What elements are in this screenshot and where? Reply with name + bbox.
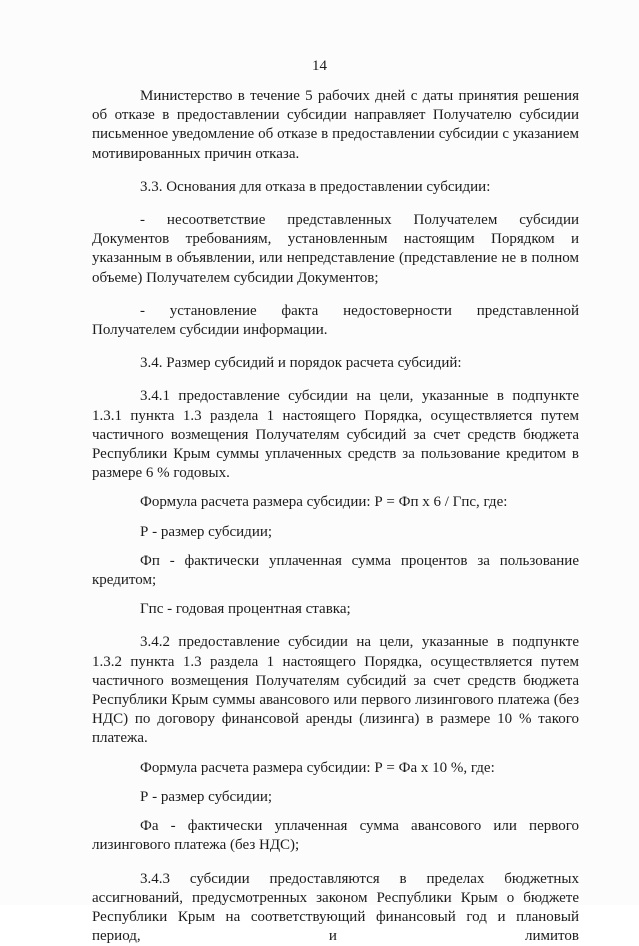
paragraph-3-4-2: 3.4.2 предоставление субсидии на цели, указанные в подпункте 1.3.2 пункта 1.3 раздела 1 настоящего Порядка, осуществляется путем частичного возмещения Получателям субсидий за счет средств бюджета Республики Крым суммы авансового или первого лизингового платежа (без НДС) по договору финансовой аренды (лизинга) в размере 10 % такого платежа. (92, 633, 579, 748)
list-item-unreliable-info: - установление факта недостоверности представленной Получателем субсидии информации. (92, 302, 579, 340)
formula-3-4-2: Формула расчета размера субсидии: Р = Фа х 10 %, где: (92, 759, 579, 778)
paragraph-3-4-1: 3.4.1 предоставление субсидии на цели, указанные в подпункте 1.3.1 пункта 1.3 раздела 1 настоящего Порядка, осуществляется путем частичного возмещения Получателям субсидий за счет средств бюджета Республики Крым суммы уплаченных средств за пользование кредитом в размере 6 % годовых. (92, 387, 579, 483)
section-heading-3-3: 3.3. Основания для отказа в предоставлении субсидии: (92, 178, 579, 197)
list-item-noncompliance: - несоответствие представленных Получателем субсидии Документов требованиям, установленным настоящим Порядком и указанным в объявлении, или непредставление (представление не в полном объеме) Получателем субсидии Документов; (92, 211, 579, 288)
formula-var-gps: Гпс - годовая процентная ставка; (92, 600, 579, 619)
paragraph-3-4-3: 3.4.3 субсидии предоставляются в пределах бюджетных ассигнований, предусмотренных законом Республики Крым о бюджете Республики Крым на соответствующий финансовый год и плановый период, и лимитов (92, 870, 579, 946)
document-body (92, 87, 579, 946)
formula-var-fa: Фа - фактически уплаченная сумма авансового или первого лизингового платежа (без НДС); (92, 817, 579, 855)
section-heading-3-4: 3.4. Размер субсидий и порядок расчета субсидий: (92, 354, 579, 373)
paragraph-refusal-notice: Министерство в течение 5 рабочих дней с даты принятия решения об отказе в предоставлении субсидии направляет Получателю субсидии письменное уведомление об отказе в предоставлении субсидии с указанием мотивированных причин отказа. (92, 87, 579, 164)
formula-var-p: Р - размер субсидии; (92, 523, 579, 542)
formula-var-fp: Фп - фактически уплаченная сумма процентов за пользование кредитом; (92, 552, 579, 590)
formula-3-4-1: Формула расчета размера субсидии: Р = Фп х 6 / Гпс, где: (92, 493, 579, 512)
formula-var-p-2: Р - размер субсидии; (92, 788, 579, 807)
page-number: 14 (0, 57, 639, 76)
